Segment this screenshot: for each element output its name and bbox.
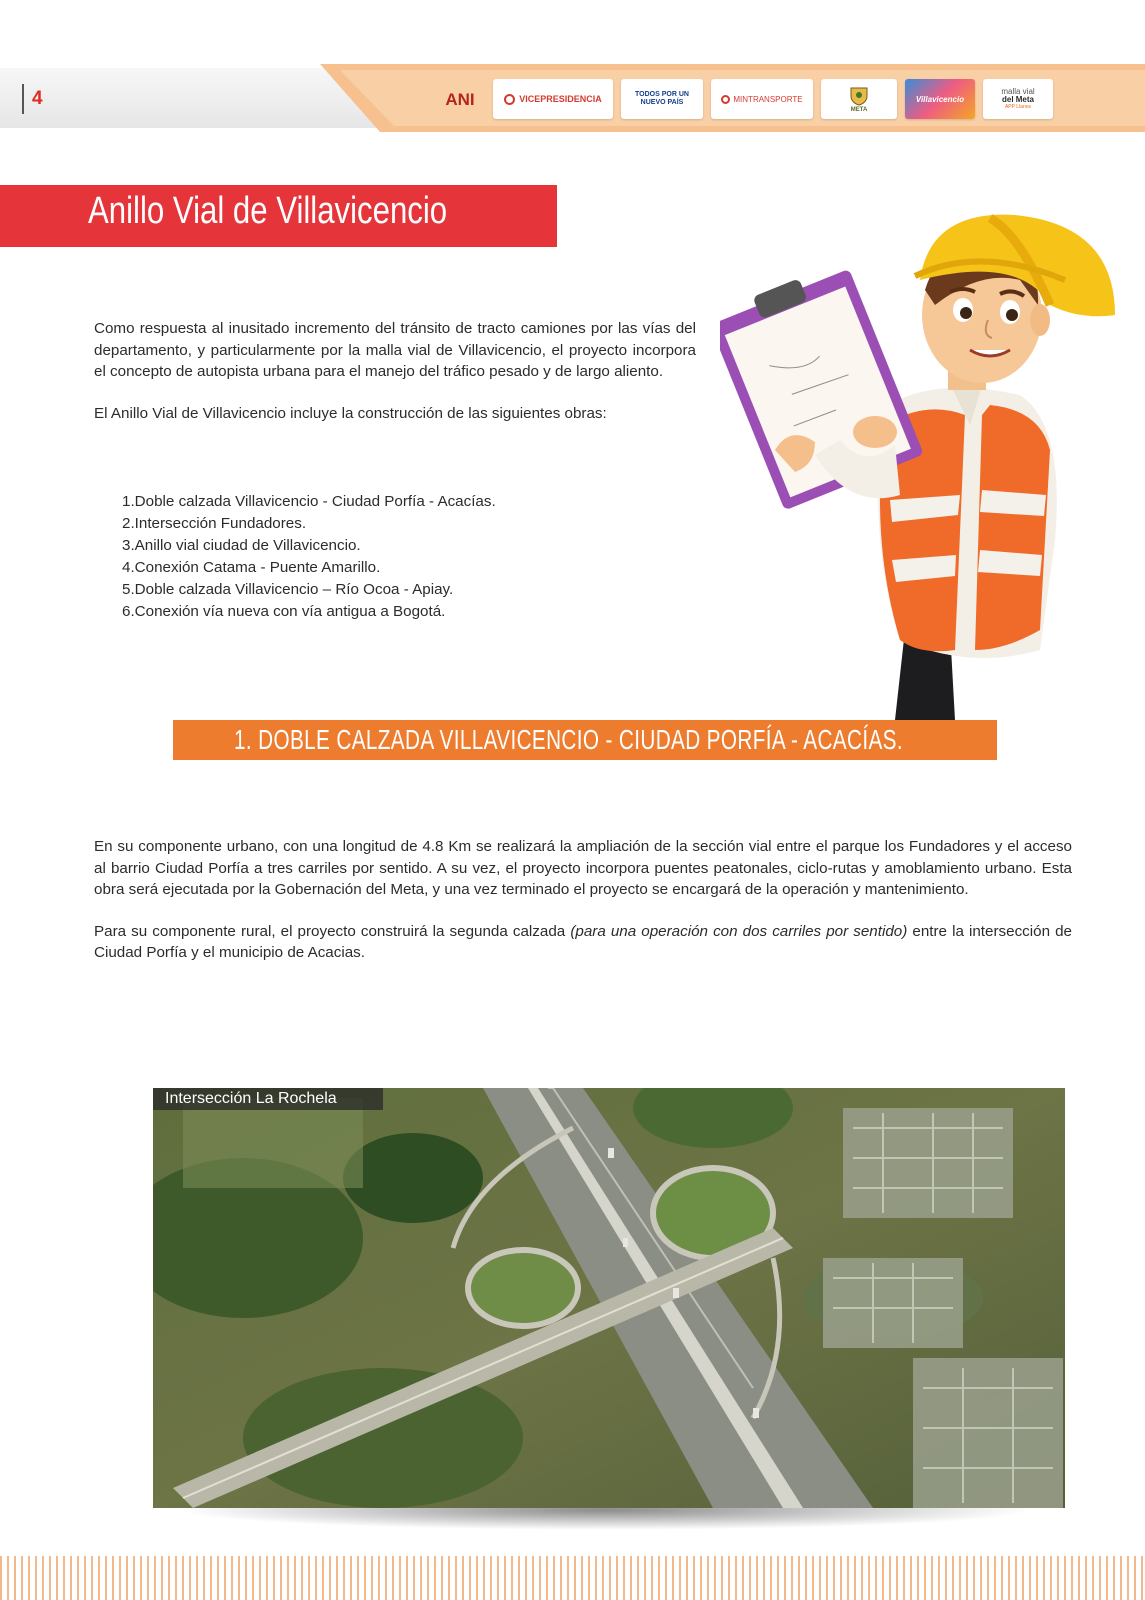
footer-stripe	[0, 1556, 1145, 1600]
list-item: 1.Doble calzada Villavicencio - Ciudad Porfía - Acacías.	[122, 493, 496, 510]
section-paragraph-2-start: Para su componente rural, el proyecto construirá la segunda calzada	[94, 922, 571, 940]
nuevo-pais-logo	[621, 79, 703, 119]
page-title: Anillo Vial de Villavicencio	[88, 190, 448, 232]
malla-logo-line2: del Meta	[1001, 95, 1034, 105]
intro-paragraph-2: El Anillo Vial de Villavicencio incluye la construcción de las siguientes obras:	[94, 404, 607, 422]
list-item: 6.Conexión vía nueva con vía antigua a Bogotá.	[122, 603, 446, 620]
malla-vial-logo	[983, 79, 1053, 119]
villavicencio-logo	[905, 79, 975, 119]
intro-paragraph-1: Como respuesta al inusitado incremento del tránsito de tracto camiones por las vías del departamento, y particularmente por la malla vial de Villavicencio, el proyecto incorpora el concepto de autopista urbana para el manejo del tráfico pesado y de largo aliento.	[94, 320, 696, 380]
section-paragraph-2-end: entre la intersección de Ciudad Porfía y el municipio de Acacias.	[94, 922, 1072, 961]
partner-logos	[435, 76, 1053, 122]
meta-logo-text: META	[850, 107, 868, 113]
section-paragraph-1: En su componente urbano, con una longitud de 4.8 Km se realizará la ampliación de la sección vial entre el parque los Fundadores y el acceso al barrio Ciudad Porfía a tres carriles por sentido. A su vez, el proyecto incorpora puentes peatonales, ciclo-rutas y amoblamiento urbano. Esta obra será ejecutada por la Gobernación del Meta, y una vez terminado el proyecto se encargará de la operación y mantenimiento.	[94, 838, 1072, 898]
vicepresidencia-logo	[493, 79, 613, 119]
list-item: 2.Intersección Fundadores.	[122, 515, 307, 532]
intro-text	[94, 318, 696, 444]
engineer-illustration	[720, 210, 1140, 720]
coat-of-arms-icon	[848, 85, 870, 107]
section-paragraph-2	[94, 921, 1072, 964]
section-paragraph-2-italic: (para una operación con dos carriles por sentido)	[570, 922, 908, 940]
mintransporte-logo	[711, 79, 813, 119]
section-heading: 1. DOBLE CALZADA VILLAVICENCIO - CIUDAD PORFÍA - ACACÍAS.	[234, 724, 903, 755]
seal-icon	[504, 94, 515, 105]
nuevo-pais-logo-text: TODOS POR UN NUEVO PAÍS	[635, 91, 689, 106]
meta-coat-of-arms-logo	[821, 79, 897, 119]
section-body	[94, 836, 1072, 984]
ani-logo-text: ANI	[445, 89, 475, 109]
works-list	[122, 491, 496, 623]
malla-logo-line3: APP Llanos	[1004, 103, 1032, 110]
mintransporte-logo-text: MINTRANSPORTE	[733, 94, 803, 104]
page-number: 4	[22, 84, 43, 114]
list-item: 3.Anillo vial ciudad de Villavicencio.	[122, 537, 361, 554]
list-item: 5.Doble calzada Villavicencio – Río Ocoa - Apiay.	[122, 581, 454, 598]
ani-logo	[435, 79, 485, 119]
vicepresidencia-logo-text: VICEPRESIDENCIA	[519, 94, 602, 104]
photo-caption: Intersección La Rochela	[153, 1088, 383, 1110]
seal-icon	[721, 95, 730, 104]
villavicencio-logo-text: Villavicencio	[915, 94, 965, 104]
aerial-photo	[153, 1088, 1065, 1508]
malla-logo-line1: malla vial	[1001, 86, 1035, 96]
list-item: 4.Conexión Catama - Puente Amarillo.	[122, 559, 381, 576]
